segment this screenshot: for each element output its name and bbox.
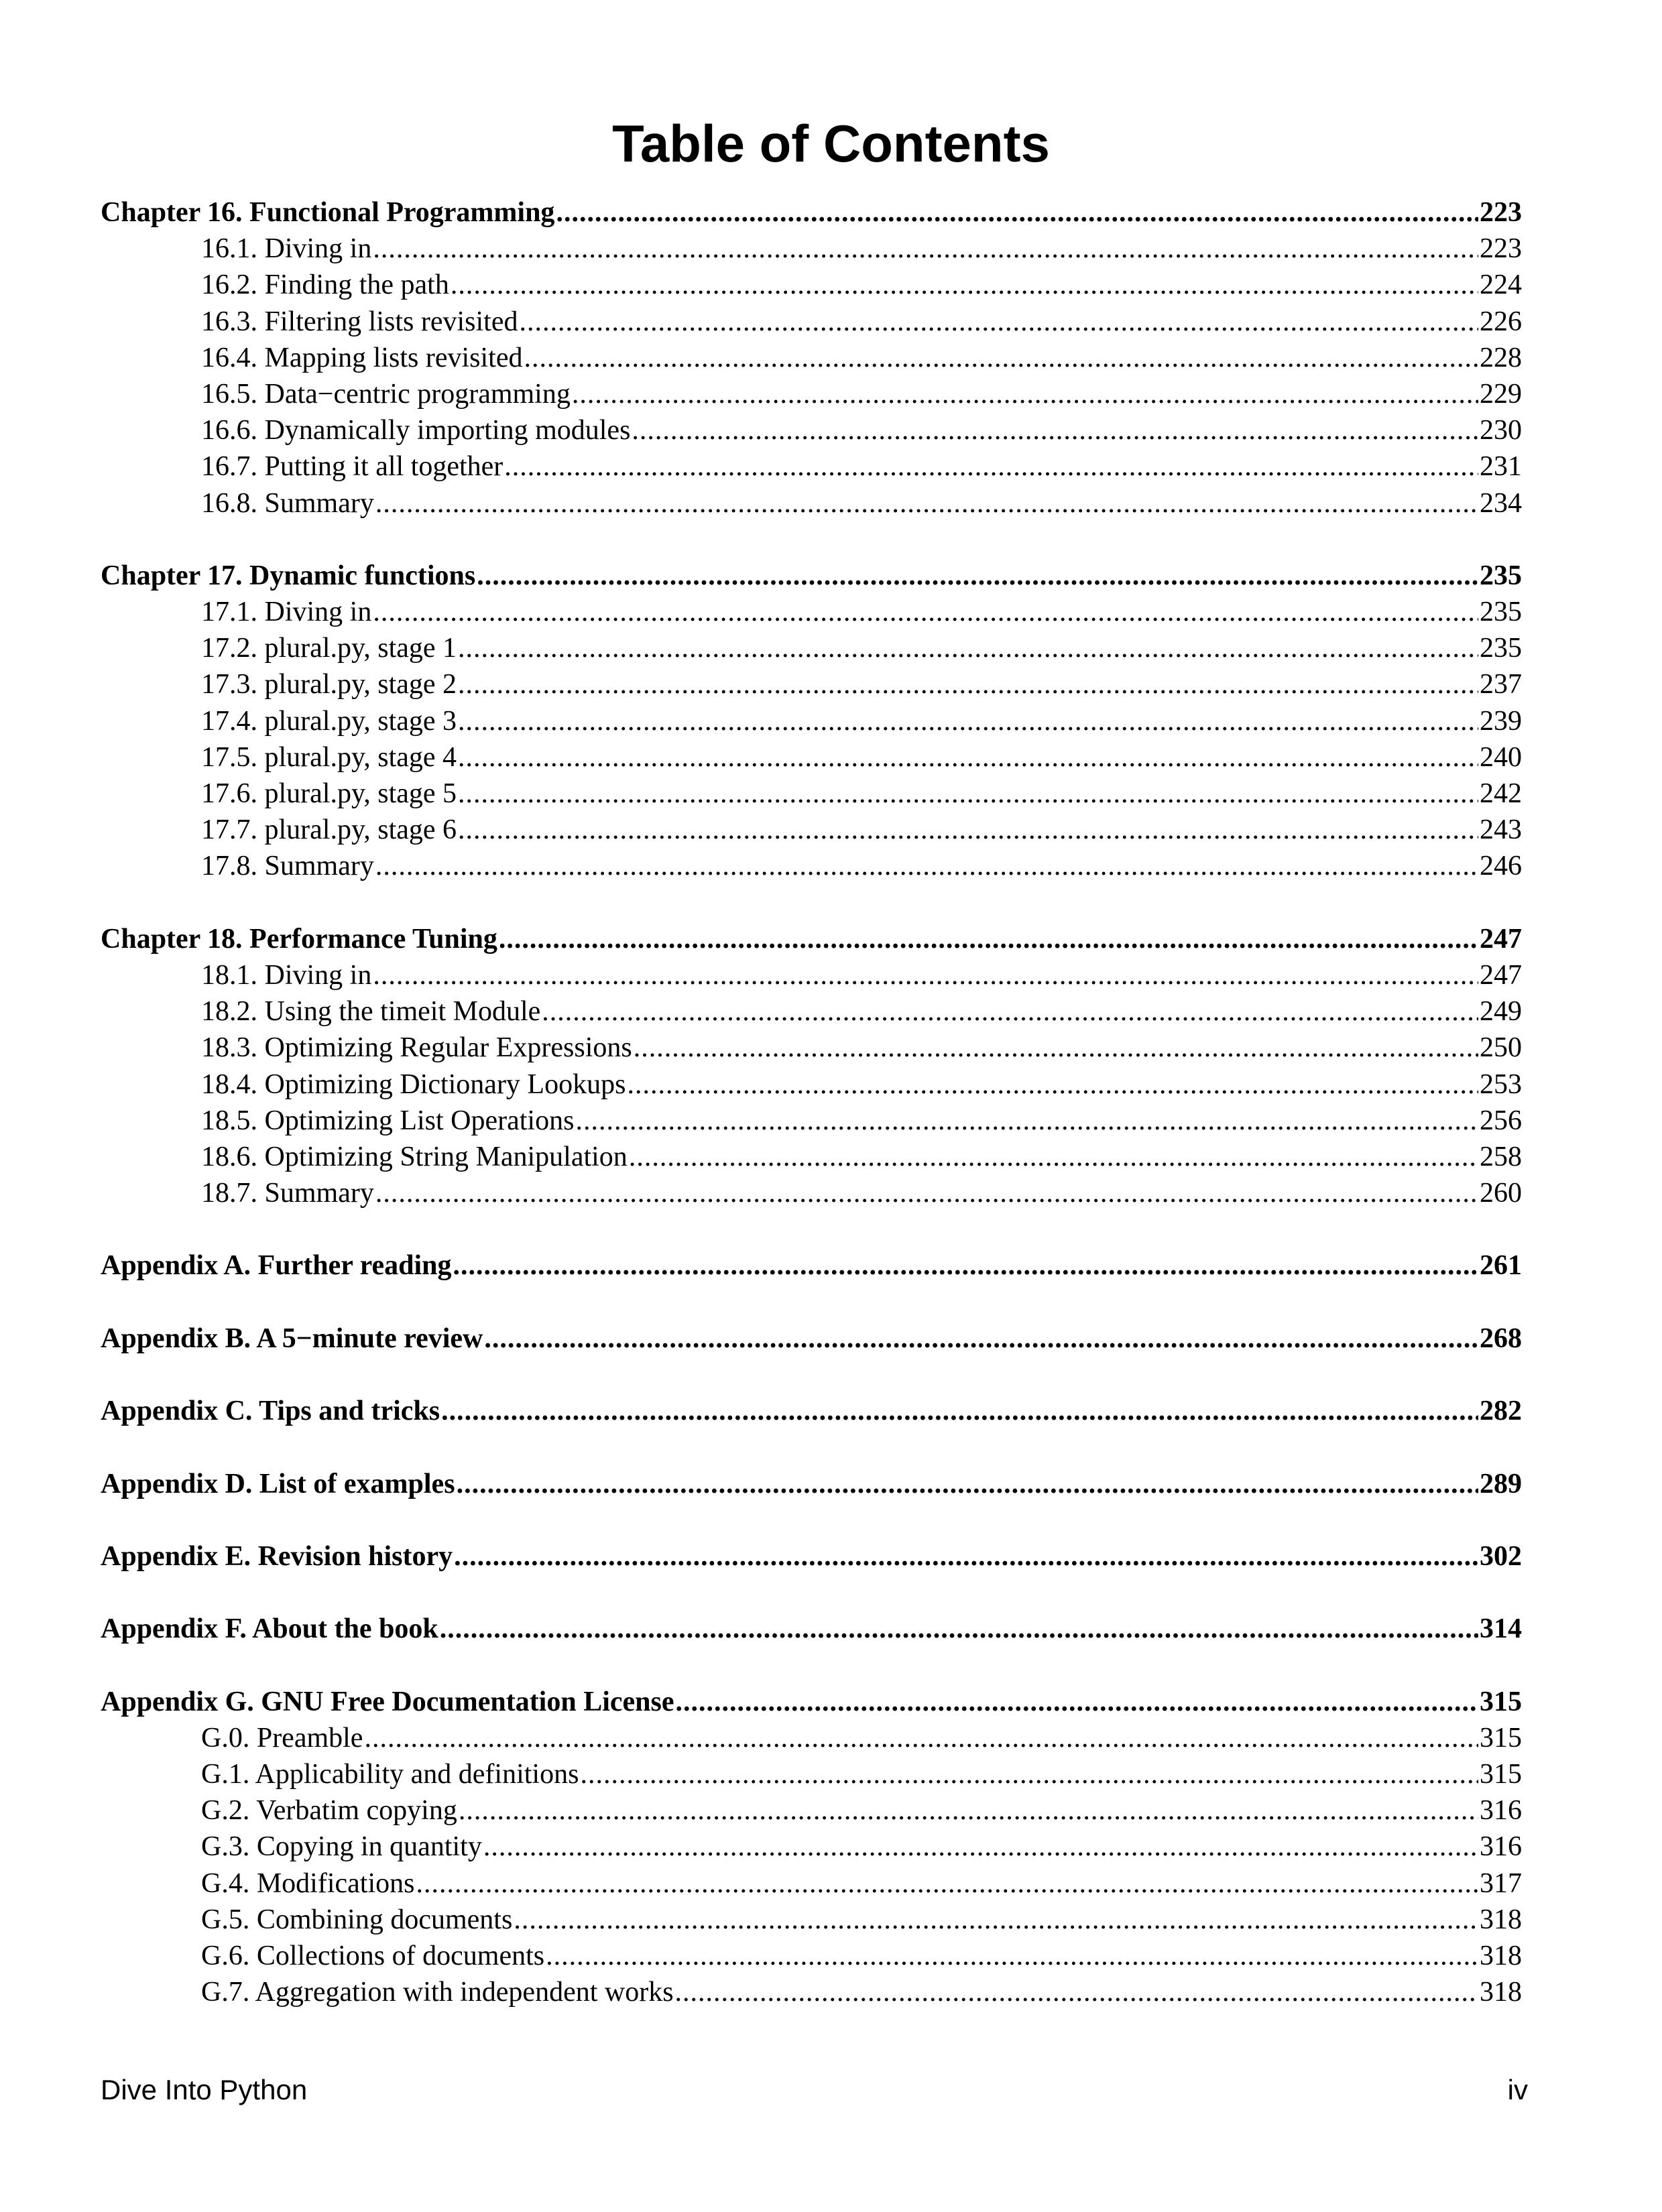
toc-subsection-entry[interactable] — [101, 594, 1522, 630]
toc-section-label: Chapter 17. Dynamic functions — [101, 560, 476, 591]
dot-leader — [375, 1175, 1478, 1211]
dot-leader — [459, 1792, 1478, 1829]
toc-subsection-label: G.0. Preamble — [201, 1722, 363, 1754]
dot-leader — [632, 412, 1478, 448]
toc-section-page: 223 — [1480, 197, 1522, 228]
toc-subsection-page: 223 — [1480, 233, 1522, 265]
dot-leader — [441, 1393, 1478, 1429]
toc-subsection-label: G.4. Modifications — [201, 1867, 415, 1899]
toc-subsection-label: 17.3. plural.py, stage 2 — [201, 669, 457, 700]
dot-leader — [440, 1611, 1478, 1647]
dot-leader — [629, 1139, 1478, 1175]
table-of-contents — [101, 194, 1522, 2010]
toc-subsection-entry[interactable] — [101, 340, 1522, 376]
toc-subsection-label: 16.8. Summary — [201, 487, 374, 519]
dot-leader — [556, 194, 1478, 231]
dot-leader — [458, 812, 1478, 848]
toc-subsection-entry[interactable] — [101, 848, 1522, 884]
toc-subsection-entry[interactable] — [101, 1974, 1522, 2010]
toc-subsection-entry[interactable] — [101, 1175, 1522, 1211]
toc-subsection-label: 17.2. plural.py, stage 1 — [201, 633, 457, 664]
dot-leader — [375, 848, 1478, 884]
toc-subsection-entry[interactable] — [101, 1829, 1522, 1865]
dot-leader — [458, 630, 1478, 666]
toc-section-label: Appendix G. GNU Free Documentation License — [101, 1686, 674, 1717]
toc-subsection-label: 16.5. Data−centric programming — [201, 378, 571, 410]
toc-subsection-label: 16.6. Dynamically importing modules — [201, 415, 631, 446]
toc-section-page: 289 — [1480, 1468, 1522, 1499]
toc-subsection-label: 16.3. Filtering lists revisited — [201, 306, 518, 337]
toc-section-label: Appendix C. Tips and tricks — [101, 1396, 440, 1427]
toc-subsection-entry[interactable] — [101, 666, 1522, 702]
toc-subsection-entry[interactable] — [101, 1720, 1522, 1756]
dot-leader — [458, 739, 1478, 776]
toc-section-entry[interactable] — [101, 1320, 1522, 1357]
footer-page-number: iv — [1507, 2074, 1528, 2105]
toc-subsection-page: 253 — [1480, 1068, 1522, 1100]
toc-subsection-label: 16.1. Diving in — [201, 233, 372, 265]
dot-leader — [477, 558, 1478, 594]
toc-subsection-label: 16.2. Finding the path — [201, 269, 449, 301]
toc-section-page: 282 — [1480, 1396, 1522, 1427]
dot-leader — [575, 1103, 1478, 1139]
dot-leader — [483, 1829, 1478, 1865]
dot-leader — [373, 957, 1478, 993]
toc-subsection-page: 237 — [1480, 669, 1522, 700]
toc-subsection-page: 226 — [1480, 306, 1522, 337]
dot-leader — [675, 1974, 1478, 2010]
dot-leader — [458, 703, 1478, 739]
toc-subsection-entry[interactable] — [101, 267, 1522, 303]
toc-subsection-label: 16.7. Putting it all together — [201, 451, 503, 483]
toc-subsection-page: 315 — [1480, 1759, 1522, 1790]
toc-subsection-page: 243 — [1480, 814, 1522, 846]
toc-subsection-page: 240 — [1480, 741, 1522, 773]
toc-subsection-page: 249 — [1480, 996, 1522, 1028]
toc-subsection-label: G.1. Applicability and definitions — [201, 1759, 579, 1790]
toc-subsection-page: 228 — [1480, 342, 1522, 373]
dot-leader — [542, 993, 1478, 1030]
dot-leader — [373, 231, 1478, 267]
dot-leader — [519, 304, 1478, 340]
dot-leader — [580, 1756, 1478, 1792]
toc-subsection-page: 239 — [1480, 705, 1522, 737]
toc-section-entry[interactable] — [101, 1247, 1522, 1284]
toc-subsection-label: 18.5. Optimizing List Operations — [201, 1105, 575, 1136]
dot-leader — [454, 1538, 1478, 1575]
toc-section-label: Appendix B. A 5−minute review — [101, 1323, 483, 1354]
toc-subsection-page: 318 — [1480, 1977, 1522, 2008]
dot-leader — [457, 1466, 1478, 1502]
toc-section-page: 235 — [1480, 560, 1522, 591]
toc-subsection-entry[interactable] — [101, 485, 1522, 521]
toc-subsection-label: G.3. Copying in quantity — [201, 1831, 482, 1863]
toc-subsection-entry[interactable] — [101, 412, 1522, 448]
page-title: Table of Contents — [612, 114, 1050, 173]
toc-section-page: 315 — [1480, 1686, 1522, 1717]
toc-subsection-entry[interactable] — [101, 739, 1522, 776]
dot-leader — [499, 921, 1478, 957]
dot-leader — [373, 594, 1478, 630]
toc-subsection-entry[interactable] — [101, 630, 1522, 666]
toc-subsection-page: 231 — [1480, 451, 1522, 483]
toc-section-label: Appendix E. Revision history — [101, 1540, 453, 1572]
toc-subsection-page: 247 — [1480, 959, 1522, 991]
toc-subsection-label: 17.7. plural.py, stage 6 — [201, 814, 457, 846]
toc-subsection-entry[interactable] — [101, 1792, 1522, 1829]
toc-subsection-label: 17.5. plural.py, stage 4 — [201, 741, 457, 773]
toc-subsection-page: 318 — [1480, 1941, 1522, 1971]
toc-subsection-page: 229 — [1480, 378, 1522, 410]
toc-subsection-label: 18.2. Using the timeit Module — [201, 996, 541, 1028]
toc-subsection-label: 18.3. Optimizing Regular Expressions — [201, 1032, 632, 1064]
toc-subsection-label: G.6. Collections of documents — [201, 1941, 545, 1971]
dot-leader — [484, 1320, 1478, 1357]
toc-section-entry[interactable] — [101, 1684, 1522, 1720]
toc-section-label: Chapter 18. Performance Tuning — [101, 923, 497, 955]
toc-subsection-page: 246 — [1480, 851, 1522, 882]
dot-leader — [458, 776, 1478, 812]
toc-section-entry[interactable] — [101, 1466, 1522, 1502]
toc-subsection-page: 224 — [1480, 269, 1522, 301]
dot-leader — [524, 340, 1478, 376]
toc-section-entry[interactable] — [101, 1611, 1522, 1647]
toc-section-entry[interactable] — [101, 558, 1522, 594]
dot-leader — [627, 1066, 1478, 1103]
toc-subsection-page: 230 — [1480, 415, 1522, 446]
toc-subsection-page: 258 — [1480, 1141, 1522, 1172]
toc-subsection-entry[interactable] — [101, 376, 1522, 412]
dot-leader — [453, 1247, 1478, 1284]
toc-section-entry[interactable] — [101, 194, 1522, 231]
toc-subsection-page: 316 — [1480, 1795, 1522, 1827]
toc-subsection-page: 234 — [1480, 487, 1522, 519]
toc-section-page: 247 — [1480, 923, 1522, 955]
toc-subsection-page: 242 — [1480, 778, 1522, 809]
toc-section-page: 261 — [1480, 1250, 1522, 1282]
toc-subsection-label: 18.7. Summary — [201, 1178, 374, 1209]
toc-subsection-entry[interactable] — [101, 703, 1522, 739]
toc-subsection-page: 316 — [1480, 1831, 1522, 1863]
toc-subsection-entry[interactable] — [101, 1938, 1522, 1974]
toc-section-page: 314 — [1480, 1613, 1522, 1645]
toc-subsection-entry[interactable] — [101, 812, 1522, 848]
toc-subsection-page: 235 — [1480, 633, 1522, 664]
dot-leader — [451, 267, 1478, 303]
toc-section-entry[interactable] — [101, 921, 1522, 957]
toc-subsection-page: 318 — [1480, 1904, 1522, 1935]
dot-leader — [458, 666, 1478, 702]
toc-subsection-entry[interactable] — [101, 1756, 1522, 1792]
toc-subsection-entry[interactable] — [101, 1865, 1522, 1902]
toc-section-page: 302 — [1480, 1540, 1522, 1572]
toc-section-label: Appendix F. About the book — [101, 1613, 438, 1645]
toc-subsection-label: G.7. Aggregation with independent works — [201, 1977, 674, 2008]
toc-subsection-label: 18.6. Optimizing String Manipulation — [201, 1141, 628, 1172]
dot-leader — [375, 485, 1478, 521]
toc-subsection-entry[interactable] — [101, 1066, 1522, 1103]
toc-subsection-entry[interactable] — [101, 448, 1522, 485]
toc-subsection-page: 315 — [1480, 1722, 1522, 1754]
toc-section-label: Chapter 16. Functional Programming — [101, 197, 555, 228]
dot-leader — [416, 1865, 1478, 1902]
toc-subsection-entry[interactable] — [101, 993, 1522, 1030]
toc-subsection-label: 18.1. Diving in — [201, 959, 372, 991]
toc-subsection-page: 260 — [1480, 1178, 1522, 1209]
dot-leader — [676, 1684, 1478, 1720]
toc-subsection-label: 17.1. Diving in — [201, 597, 372, 628]
toc-subsection-label: 16.4. Mapping lists revisited — [201, 342, 523, 373]
dot-leader — [514, 1902, 1478, 1938]
toc-section-label: Appendix A. Further reading — [101, 1250, 452, 1282]
toc-section-page: 268 — [1480, 1323, 1522, 1354]
toc-section-entry[interactable] — [101, 1393, 1522, 1429]
toc-subsection-label: 17.4. plural.py, stage 3 — [201, 705, 457, 737]
toc-section-label: Appendix D. List of examples — [101, 1468, 455, 1499]
footer-book-title: Dive Into Python — [101, 2074, 308, 2105]
toc-subsection-entry[interactable] — [101, 1139, 1522, 1175]
toc-subsection-entry[interactable] — [101, 1030, 1522, 1066]
toc-subsection-page: 256 — [1480, 1105, 1522, 1136]
dot-leader — [634, 1030, 1478, 1066]
dot-leader — [572, 376, 1478, 412]
toc-subsection-entry[interactable] — [101, 1902, 1522, 1938]
toc-subsection-entry[interactable] — [101, 1103, 1522, 1139]
toc-subsection-label: 17.6. plural.py, stage 5 — [201, 778, 457, 809]
dot-leader — [546, 1938, 1478, 1974]
dot-leader — [504, 448, 1478, 485]
toc-subsection-label: 18.4. Optimizing Dictionary Lookups — [201, 1068, 626, 1100]
toc-subsection-entry[interactable] — [101, 957, 1522, 993]
toc-subsection-page: 317 — [1480, 1867, 1522, 1899]
toc-subsection-page: 235 — [1480, 597, 1522, 628]
toc-subsection-entry[interactable] — [101, 304, 1522, 340]
toc-subsection-label: 17.8. Summary — [201, 851, 374, 882]
toc-subsection-page: 250 — [1480, 1032, 1522, 1064]
toc-section-entry[interactable] — [101, 1538, 1522, 1575]
toc-subsection-label: G.2. Verbatim copying — [201, 1795, 457, 1827]
toc-subsection-label: G.5. Combining documents — [201, 1904, 513, 1935]
toc-subsection-entry[interactable] — [101, 231, 1522, 267]
toc-subsection-entry[interactable] — [101, 776, 1522, 812]
dot-leader — [364, 1720, 1478, 1756]
